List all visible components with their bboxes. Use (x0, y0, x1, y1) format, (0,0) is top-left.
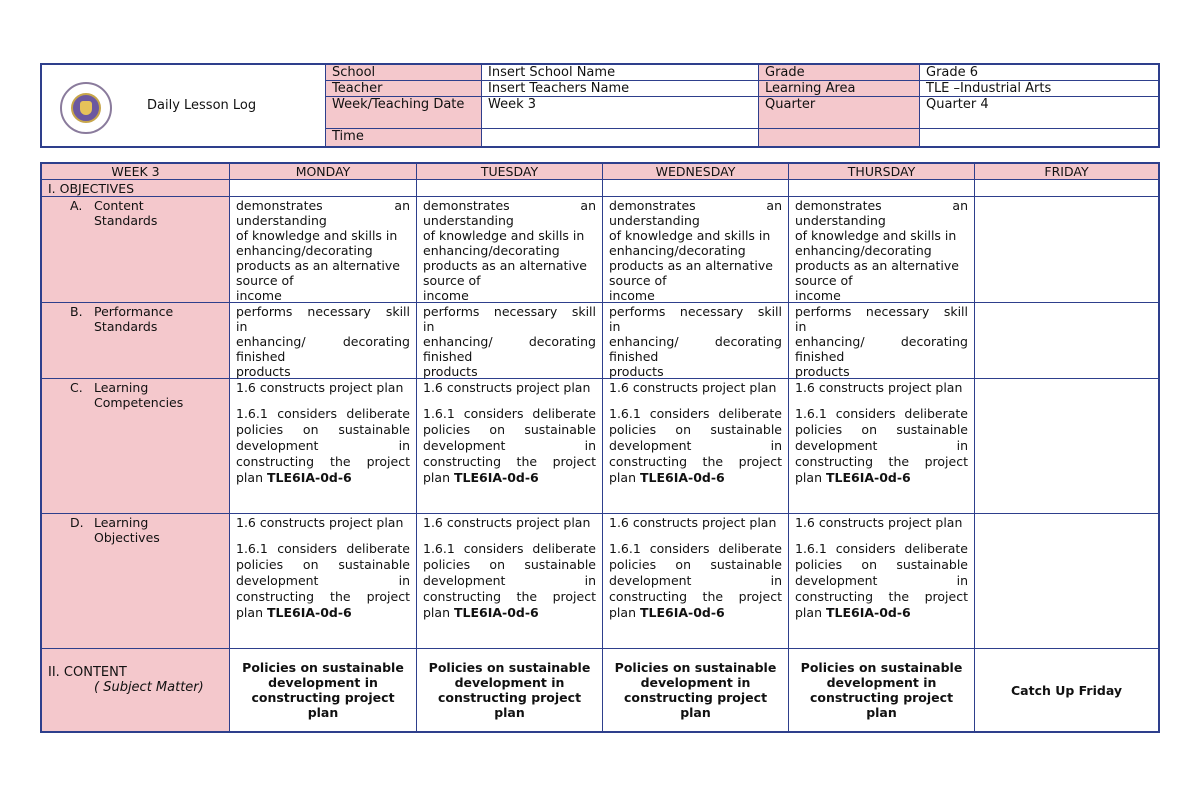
performance-standards-line: in (795, 319, 807, 334)
learning-objectives-code: TLE6IA-0d-6 (639, 605, 725, 620)
content-wednesday: Policies on sustainable development in constructing project plan (603, 649, 789, 731)
content-standards-wednesday (603, 197, 789, 303)
learning-competencies-line1: 1.6 constructs project plan (236, 380, 404, 395)
learning-competencies-line2: 1.6.1 considers deliberate policies on sustainable development in constructing the project plan TLE6IA-0d-6 (609, 406, 782, 485)
week-date-label: Week/Teaching Date (326, 97, 482, 129)
performance-standards-label: B. Performance Standards (42, 303, 230, 379)
objectives-tuesday (417, 180, 603, 197)
performance-standards-line: in (423, 319, 435, 334)
content-label: II. CONTENT ( Subject Matter) (42, 649, 230, 731)
learning-objectives-line1: 1.6 constructs project plan (795, 515, 963, 530)
deped-seal-icon (60, 82, 112, 134)
learning-objectives-line1: 1.6 constructs project plan (236, 515, 404, 530)
grade-value: Grade 6 (920, 65, 1158, 81)
performance-standards-line: products (423, 364, 478, 379)
content-standards-line: of knowledge and skills in (609, 228, 771, 243)
learning-objectives-line2: 1.6.1 considers deliberate policies on sustainable development in constructing the project plan TLE6IA-0d-6 (795, 541, 968, 620)
learning-objectives-tuesday (417, 514, 603, 649)
col-header-monday: MONDAY (230, 164, 417, 180)
performance-standards-wednesday (603, 303, 789, 379)
header-table (40, 63, 1160, 148)
content-standards-line: source of (236, 273, 294, 288)
performance-standards-line: finished (236, 349, 286, 364)
learning-objectives-code: TLE6IA-0d-6 (825, 605, 911, 620)
performance-standards-line: in (236, 319, 248, 334)
content-thursday: Policies on sustainable development in constructing project plan (789, 649, 975, 731)
learning-competencies-line2: 1.6.1 considers deliberate policies on sustainable development in constructing the project plan TLE6IA-0d-6 (236, 406, 410, 485)
content-standards-line: enhancing/decorating (609, 243, 746, 258)
learning-competencies-line1: 1.6 constructs project plan (423, 380, 591, 395)
col-header-tuesday: TUESDAY (417, 164, 603, 180)
performance-standards-line: in (609, 319, 621, 334)
content-standards-friday (975, 197, 1158, 303)
performance-standards-line: performs necessary skill (423, 304, 596, 319)
content-standards-line: income (609, 288, 655, 303)
performance-standards-line: enhancing/ decorating (236, 334, 410, 349)
content-standards-line: products as an alternative (423, 258, 587, 273)
learning-objectives-line1: 1.6 constructs project plan (609, 515, 777, 530)
performance-standards-tuesday (417, 303, 603, 379)
content-standards-line: income (423, 288, 469, 303)
quarter-label: Quarter (759, 97, 920, 129)
learning-competencies-code: TLE6IA-0d-6 (453, 470, 539, 485)
content-standards-line: understanding (236, 213, 327, 228)
time-label: Time (326, 129, 482, 146)
learning-competencies-line2: 1.6.1 considers deliberate policies on sustainable development in constructing the project plan TLE6IA-0d-6 (795, 406, 968, 485)
learning-competencies-code: TLE6IA-0d-6 (825, 470, 911, 485)
objectives-wednesday (603, 180, 789, 197)
learning-competencies-monday (230, 379, 417, 514)
performance-standards-line: performs necessary skill (795, 304, 968, 319)
content-standards-line: source of (609, 273, 667, 288)
content-standards-line: income (236, 288, 282, 303)
performance-standards-line: performs necessary skill (609, 304, 782, 319)
learning-objectives-thursday (789, 514, 975, 649)
content-standards-line: of knowledge and skills in (423, 228, 585, 243)
learning-competencies-code: TLE6IA-0d-6 (639, 470, 725, 485)
content-standards-line: enhancing/decorating (423, 243, 560, 258)
learning-objectives-code: TLE6IA-0d-6 (266, 605, 352, 620)
lesson-table (40, 162, 1160, 733)
content-standards-monday (230, 197, 417, 303)
learning-competencies-line1: 1.6 constructs project plan (795, 380, 963, 395)
performance-standards-line: finished (795, 349, 845, 364)
content-standards-line: understanding (423, 213, 514, 228)
content-friday: Catch Up Friday (1010, 682, 1123, 698)
learning-area-value: TLE –Industrial Arts (920, 81, 1158, 97)
content-standards-tuesday (417, 197, 603, 303)
learning-objectives-line1: 1.6 constructs project plan (423, 515, 591, 530)
performance-standards-line: products (609, 364, 664, 379)
content-standards-line: understanding (795, 213, 886, 228)
col-header-thursday: THURSDAY (789, 164, 975, 180)
teacher-value: Insert Teachers Name (482, 81, 759, 97)
performance-standards-line: finished (423, 349, 473, 364)
performance-standards-line: performs necessary skill (236, 304, 410, 319)
week-value: Week 3 (482, 97, 759, 129)
content-standards-line: demonstrates an (423, 198, 596, 213)
content-standards-line: demonstrates an (795, 198, 968, 213)
learning-competencies-tuesday (417, 379, 603, 514)
school-label: School (326, 65, 482, 81)
learning-objectives-line2: 1.6.1 considers deliberate policies on sustainable development in constructing the project plan TLE6IA-0d-6 (609, 541, 782, 620)
learning-competencies-line1: 1.6 constructs project plan (609, 380, 777, 395)
performance-standards-monday (230, 303, 417, 379)
content-standards-line: enhancing/decorating (236, 243, 373, 258)
learning-competencies-thursday (789, 379, 975, 514)
content-standards-line: enhancing/decorating (795, 243, 932, 258)
objectives-friday (975, 180, 1158, 197)
learning-objectives-friday (975, 514, 1158, 649)
content-standards-thursday (789, 197, 975, 303)
content-standards-line: income (795, 288, 841, 303)
performance-standards-friday (975, 303, 1158, 379)
content-standards-label: A. Content Standards (42, 197, 230, 303)
performance-standards-line: enhancing/ decorating (609, 334, 782, 349)
teacher-label: Teacher (326, 81, 482, 97)
time-value (482, 129, 759, 146)
learning-competencies-code: TLE6IA-0d-6 (266, 470, 352, 485)
blank-label (759, 129, 920, 146)
performance-standards-line: products (795, 364, 850, 379)
performance-standards-line: finished (609, 349, 659, 364)
content-standards-line: demonstrates an (236, 198, 410, 213)
objectives-monday (230, 180, 417, 197)
content-tuesday: Policies on sustainable development in constructing project plan (417, 649, 603, 731)
quarter-value: Quarter 4 (920, 97, 1158, 129)
learning-objectives-line2: 1.6.1 considers deliberate policies on sustainable development in constructing the project plan TLE6IA-0d-6 (423, 541, 596, 620)
content-standards-line: products as an alternative (236, 258, 400, 273)
col-header-week: WEEK 3 (42, 164, 230, 180)
content-standards-line: demonstrates an (609, 198, 782, 213)
learning-objectives-monday (230, 514, 417, 649)
learning-area-label: Learning Area (759, 81, 920, 97)
learning-objectives-line2: 1.6.1 considers deliberate policies on sustainable development in constructing the project plan TLE6IA-0d-6 (236, 541, 410, 620)
learning-competencies-label: C. Learning Competencies (42, 379, 230, 514)
performance-standards-line: products (236, 364, 291, 379)
objectives-label: I. OBJECTIVES (42, 180, 230, 197)
performance-standards-thursday (789, 303, 975, 379)
content-standards-line: understanding (609, 213, 700, 228)
content-standards-line: source of (423, 273, 481, 288)
learning-objectives-code: TLE6IA-0d-6 (453, 605, 539, 620)
objectives-thursday (789, 180, 975, 197)
learning-competencies-line2: 1.6.1 considers deliberate policies on sustainable development in constructing the project plan TLE6IA-0d-6 (423, 406, 596, 485)
col-header-friday: FRIDAY (975, 164, 1158, 180)
performance-standards-line: enhancing/ decorating (795, 334, 968, 349)
col-header-wednesday: WEDNESDAY (603, 164, 789, 180)
blank-value (920, 129, 1158, 146)
learning-objectives-wednesday (603, 514, 789, 649)
log-title: Daily Lesson Log (147, 98, 257, 113)
grade-label: Grade (759, 65, 920, 81)
content-monday: Policies on sustainable development in constructing project plan (230, 649, 417, 731)
school-value: Insert School Name (482, 65, 759, 81)
content-standards-line: of knowledge and skills in (795, 228, 957, 243)
learning-objectives-label: D. Learning Objectives (42, 514, 230, 649)
learning-competencies-friday (975, 379, 1158, 514)
content-standards-line: of knowledge and skills in (236, 228, 398, 243)
learning-competencies-wednesday (603, 379, 789, 514)
performance-standards-line: enhancing/ decorating (423, 334, 596, 349)
content-standards-line: products as an alternative (795, 258, 959, 273)
content-standards-line: source of (795, 273, 853, 288)
content-standards-line: products as an alternative (609, 258, 773, 273)
